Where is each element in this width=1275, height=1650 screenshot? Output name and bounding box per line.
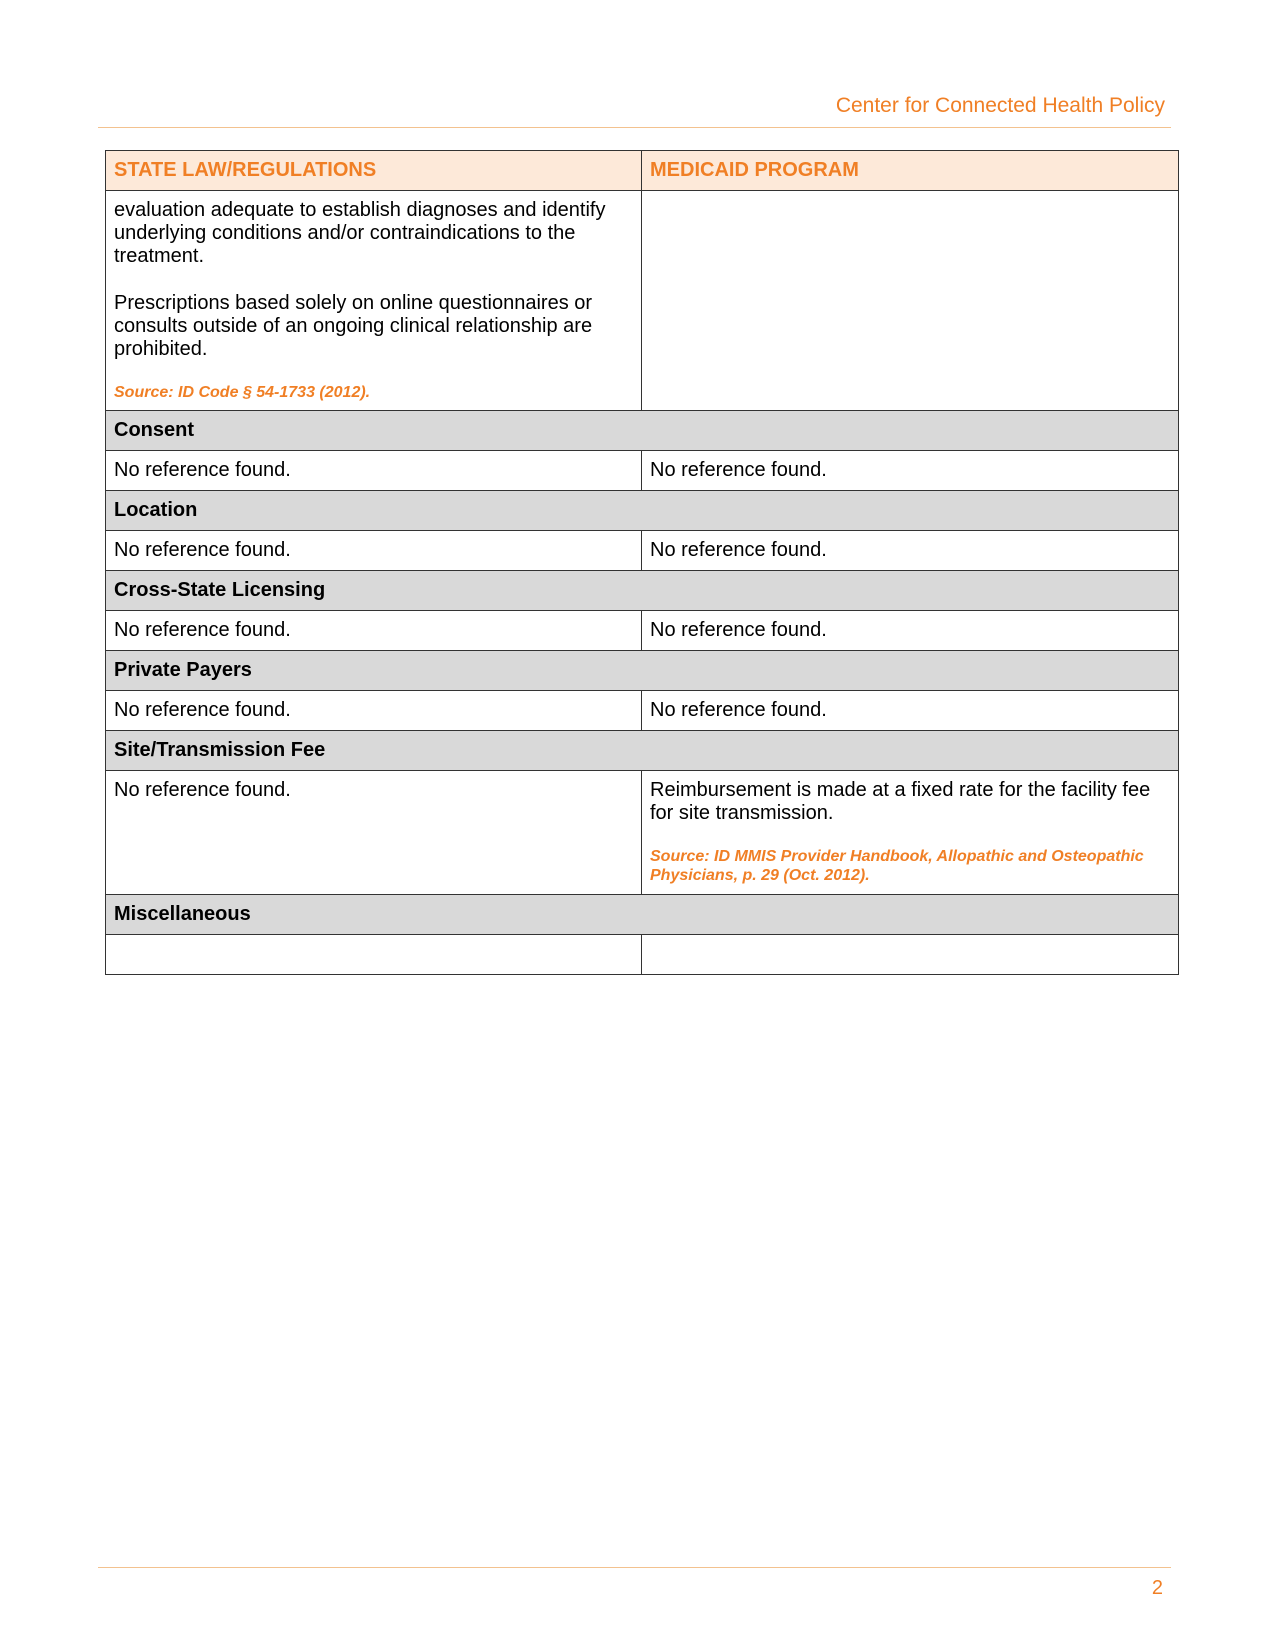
state-law-source-citation: Source: ID Code § 54-1733 (2012). xyxy=(114,384,371,401)
section-title: Site/Transmission Fee xyxy=(106,731,1179,771)
medicaid-cell: No reference found. xyxy=(642,451,1179,491)
table-row xyxy=(106,691,1179,731)
table-header-row xyxy=(106,151,1179,191)
medicaid-cell xyxy=(642,191,1179,411)
section-row-location xyxy=(106,491,1179,531)
footer-divider xyxy=(98,1567,1171,1568)
medicaid-cell: No reference found. xyxy=(642,611,1179,651)
section-title: Miscellaneous xyxy=(106,895,1179,935)
state-law-cell xyxy=(106,191,642,411)
medicaid-cell: No reference found. xyxy=(642,531,1179,571)
medicaid-source-citation: Source: ID MMIS Provider Handbook, Allopathic and Osteopathic Physicians, p. 29 (Oct. 2012). xyxy=(650,848,1144,884)
section-row-miscellaneous xyxy=(106,895,1179,935)
section-row-private-payers xyxy=(106,651,1179,691)
state-law-cell: No reference found. xyxy=(106,771,642,895)
medicaid-cell xyxy=(642,935,1179,975)
state-law-cell: No reference found. xyxy=(106,611,642,651)
state-law-cell: No reference found. xyxy=(106,451,642,491)
state-law-cell: No reference found. xyxy=(106,691,642,731)
section-row-consent xyxy=(106,411,1179,451)
header-organization-title: Center for Connected Health Policy xyxy=(835,94,1165,117)
table-row xyxy=(106,771,1179,895)
state-law-cell xyxy=(106,935,642,975)
medicaid-cell xyxy=(642,771,1179,895)
section-title: Cross-State Licensing xyxy=(106,571,1179,611)
medicaid-paragraph: Reimbursement is made at a fixed rate for the facility fee for site transmission. xyxy=(650,779,1151,824)
section-title: Private Payers xyxy=(106,651,1179,691)
section-title: Consent xyxy=(106,411,1179,451)
state-law-paragraph: Prescriptions based solely on online questionnaires or consults outside of an ongoing clinical relationship are prohibited. xyxy=(114,292,593,360)
table-row xyxy=(106,935,1179,975)
state-law-cell: No reference found. xyxy=(106,531,642,571)
column-header-medicaid: MEDICAID PROGRAM xyxy=(642,151,1179,191)
section-title: Location xyxy=(106,491,1179,531)
policy-table xyxy=(105,150,1179,975)
table-row-continuation xyxy=(106,191,1179,411)
section-row-site-transmission-fee xyxy=(106,731,1179,771)
table-row xyxy=(106,531,1179,571)
page-number: 2 xyxy=(1151,1577,1163,1599)
column-header-state-law: STATE LAW/REGULATIONS xyxy=(106,151,642,191)
table-row xyxy=(106,611,1179,651)
state-law-paragraph: evaluation adequate to establish diagnoses and identify underlying conditions and/or contraindications to the treatment. xyxy=(114,199,606,267)
medicaid-cell: No reference found. xyxy=(642,691,1179,731)
table-row xyxy=(106,451,1179,491)
header-divider xyxy=(98,127,1171,128)
section-row-cross-state-licensing xyxy=(106,571,1179,611)
